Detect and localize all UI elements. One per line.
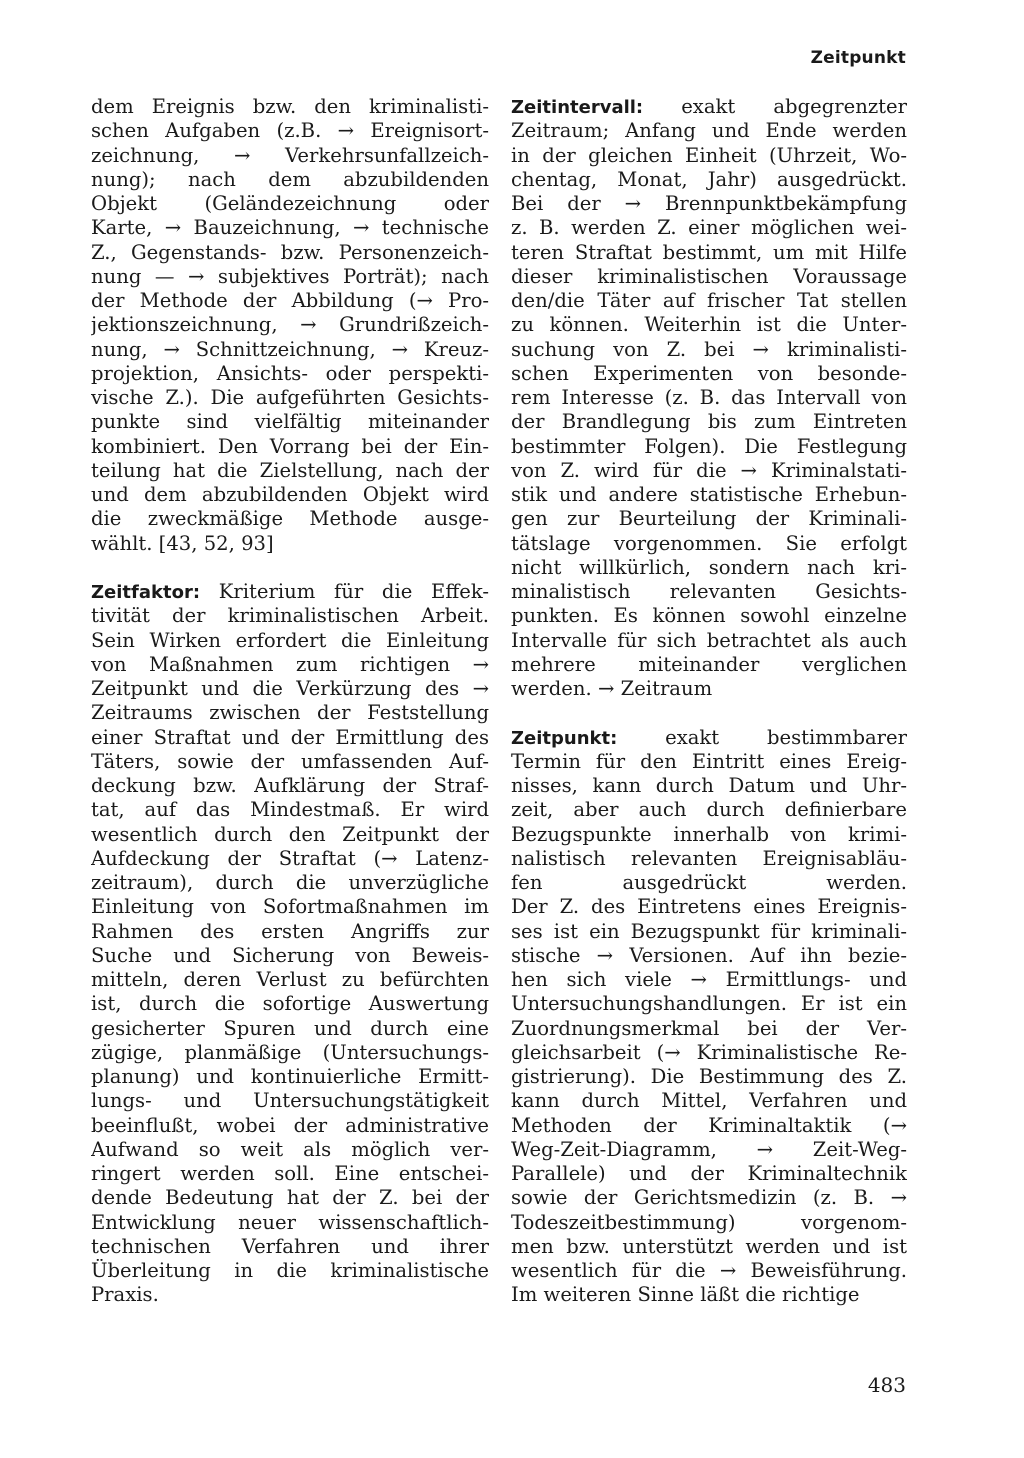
text-line: zu können. Weiterhin ist die Unter- xyxy=(511,313,907,337)
text-line: Suche und Sicherung von Beweis- xyxy=(91,943,489,967)
text-line: nung); nach dem abzubildenden xyxy=(91,167,489,191)
text-line: nisses, kann durch Datum und Uhr- xyxy=(511,774,907,797)
text-line: tätslage vorgenommen. Sie erfolgt xyxy=(511,531,907,555)
text-line: chentag, Monat, Jahr) ausgedrückt. xyxy=(511,167,907,191)
text-line: beeinflußt, wobei der administrative xyxy=(91,1113,489,1137)
text-line: schen Experimenten von besonde- xyxy=(511,361,907,385)
entry-zeitfaktor xyxy=(91,580,489,1308)
text-line: Rahmen des ersten Angriffs zur xyxy=(91,919,489,943)
text-line: ist, durch die sofortige Auswertung xyxy=(91,992,489,1016)
text-line xyxy=(511,726,907,750)
text-line: ses ist ein Bezugspunkt für kriminali- xyxy=(511,919,907,943)
text-line: Z., Gegenstands- bzw. Personenzeich- xyxy=(91,240,489,264)
text-line xyxy=(91,580,489,604)
text-line: zeitraum), durch die unverzügliche xyxy=(91,871,489,894)
text-line: dem Ereignis bzw. den kriminalisti- xyxy=(91,95,489,118)
text-line: von Maßnahmen zum richtigen → xyxy=(91,652,489,676)
text-line: ringert werden soll. Eine entschei- xyxy=(91,1162,489,1185)
text-line: rem Interesse (z. B. das Intervall von xyxy=(511,386,907,409)
text-line: Bei der → Brennpunktbekämpfung xyxy=(511,192,907,215)
text-line: kann durch Mittel, Verfahren und xyxy=(511,1089,907,1113)
text-line: Karte, → Bauzeichnung, → technische xyxy=(91,216,489,240)
right-column xyxy=(511,95,907,1308)
entry-zeitpunkt xyxy=(511,726,907,1308)
text-line: Entwicklung neuer wissenschaftlich- xyxy=(91,1210,489,1234)
text-line: fen ausgedrückt werden. xyxy=(511,871,907,894)
text-line: zeit, aber auch durch definierbare xyxy=(511,798,907,822)
text-line: bestimmter Folgen). Die Festlegung xyxy=(511,434,907,458)
text-line: vische Z.). Die aufgeführten Gesichts- xyxy=(91,386,489,409)
text-line: Praxis. xyxy=(91,1283,159,1307)
text-line: Todeszeitbestimmung) vorgenom- xyxy=(511,1210,907,1234)
left-column xyxy=(91,95,489,1308)
text-line: tat, auf das Mindestmaß. Er wird xyxy=(91,798,489,822)
text-line: teilung hat die Zielstellung, nach der xyxy=(91,458,489,482)
text-line: den/die Täter auf frischer Tat stellen xyxy=(511,289,907,312)
running-head: Zeitpunkt xyxy=(810,48,906,68)
text-line: Weg-Zeit-Diagramm, → Zeit-Weg- xyxy=(511,1137,907,1161)
line-text: Kriterium für die Effek- xyxy=(200,580,489,603)
line-text: exakt bestimmbarer xyxy=(617,725,907,749)
text-line: Zuordnungsmerkmal bei der Ver- xyxy=(511,1016,907,1040)
text-line: mitteln, deren Verlust zu befürchten xyxy=(91,968,489,991)
text-line: der Brandlegung bis zum Eintreten xyxy=(511,410,907,434)
text-line: teren Straftat bestimmt, um mit Hilfe xyxy=(511,240,907,264)
text-line: Parallele) und der Kriminaltechnik xyxy=(511,1162,907,1185)
text-line: punkte sind vielfältig miteinander xyxy=(91,410,489,434)
text-line: lungs- und Untersuchungstätigkeit xyxy=(91,1089,489,1113)
text-line: schen Aufgaben (z.B. → Ereignisort- xyxy=(91,119,489,143)
text-line: tivität der kriminalistischen Arbeit. xyxy=(91,604,489,628)
text-line: mehrere miteinander verglichen xyxy=(511,652,907,676)
text-line: nicht willkürlich, sondern nach kri- xyxy=(511,555,907,579)
entry-term: Zeitpunkt: xyxy=(511,727,618,749)
text-line: Im weiteren Sinne läßt die richtige xyxy=(511,1283,860,1307)
text-line: Aufwand so weit als möglich ver- xyxy=(91,1137,489,1161)
text-line: suchung von Z. bei → kriminalisti- xyxy=(511,337,907,361)
line-text: exakt abgegrenzter xyxy=(643,95,907,118)
text-line: gen zur Beurteilung der Kriminali- xyxy=(511,507,907,531)
text-line: der Methode der Abbildung (→ Pro- xyxy=(91,289,489,312)
text-line: minalistisch relevanten Gesichts- xyxy=(511,580,907,603)
entry-gap xyxy=(91,556,489,580)
text-line: von Z. wird für die → Kriminalstati- xyxy=(511,458,907,482)
text-line: wesentlich durch den Zeitpunkt der xyxy=(91,822,489,846)
text-line: Zeitraums zwischen der Feststellung xyxy=(91,701,489,725)
text-line: dieser kriminalistischen Voraussage xyxy=(511,264,907,288)
text-line: wählt. [43, 52, 93] xyxy=(91,531,274,555)
text-line: nung — → subjektives Porträt); nach xyxy=(91,264,489,288)
text-line: Methoden der Kriminaltaktik (→ xyxy=(511,1113,907,1137)
text-line: Überleitung in die kriminalistische xyxy=(91,1259,489,1282)
text-line: wesentlich für die → Beweisführung. xyxy=(511,1259,907,1282)
entry-gap xyxy=(511,701,907,725)
text-line: gistrierung). Die Bestimmung des Z. xyxy=(511,1065,907,1088)
text-line xyxy=(511,95,907,119)
text-line: die zweckmäßige Methode ausge- xyxy=(91,507,489,531)
text-line: nung, → Schnittzeichnung, → Kreuz- xyxy=(91,337,489,361)
text-line: planung) und kontinuierliche Ermitt- xyxy=(91,1065,489,1088)
text-line: punkten. Es können sowohl einzelne xyxy=(511,604,907,628)
text-line: Sein Wirken erfordert die Einleitung xyxy=(91,628,489,652)
text-line: stische → Versionen. Auf ihn bezie- xyxy=(511,943,907,967)
text-line: zügige, planmäßige (Untersuchungs- xyxy=(91,1040,489,1064)
text-line: werden. → Zeitraum xyxy=(511,677,713,700)
text-line: Zeitraum; Anfang und Ende werden xyxy=(511,119,907,143)
text-line: deckung bzw. Aufklärung der Straf- xyxy=(91,774,489,797)
text-line: technischen Verfahren und ihrer xyxy=(91,1234,489,1258)
text-line: nalistisch relevanten Ereignisabläu- xyxy=(511,846,907,870)
text-line: Zeitpunkt und die Verkürzung des → xyxy=(91,677,489,700)
text-line: einer Straftat und der Ermittlung des xyxy=(91,725,489,749)
text-line: Einleitung von Sofortmaßnahmen im xyxy=(91,895,489,919)
entry-continuation xyxy=(91,95,489,556)
text-line: projektion, Ansichts- oder perspekti- xyxy=(91,361,489,385)
text-line: zeichnung, → Verkehrsunfallzeich- xyxy=(91,143,489,167)
text-line: und dem abzubildenden Objekt wird xyxy=(91,483,489,506)
text-line: kombiniert. Den Vorrang bei der Ein- xyxy=(91,434,489,458)
text-line: in der gleichen Einheit (Uhrzeit, Wo- xyxy=(511,143,907,167)
text-line: stik und andere statistische Erhebun- xyxy=(511,483,907,506)
text-line: Objekt (Geländezeichnung oder xyxy=(91,192,489,215)
text-line: Intervalle für sich betrachtet als auch xyxy=(511,628,907,652)
text-line: men bzw. unterstützt werden und ist xyxy=(511,1234,907,1258)
text-line: Täters, sowie der umfassenden Auf- xyxy=(91,749,489,773)
text-line: gesicherter Spuren und durch eine xyxy=(91,1016,489,1040)
text-line: gleichsarbeit (→ Kriminalistische Re- xyxy=(511,1040,907,1064)
text-line: z. B. werden Z. einer möglichen wei- xyxy=(511,216,907,240)
text-line: dende Bedeutung hat der Z. bei der xyxy=(91,1186,489,1210)
text-line: Aufdeckung der Straftat (→ Latenz- xyxy=(91,846,489,870)
entry-zeitintervall xyxy=(511,95,907,701)
text-line: Der Z. des Eintretens eines Ereignis- xyxy=(511,895,907,919)
text-line: jektionszeichnung, → Grundrißzeich- xyxy=(91,313,489,337)
text-line: Bezugspunkte innerhalb von krimi- xyxy=(511,822,907,846)
text-line: hen sich viele → Ermittlungs- und xyxy=(511,968,907,991)
text-line: Termin für den Eintritt eines Ereig- xyxy=(511,749,907,773)
entry-term: Zeitfaktor: xyxy=(91,582,201,603)
text-line: Untersuchungshandlungen. Er ist ein xyxy=(511,992,907,1016)
entry-term: Zeitintervall: xyxy=(511,97,644,118)
text-line: sowie der Gerichtsmedizin (z. B. → xyxy=(511,1186,907,1210)
page-number: 483 xyxy=(867,1373,906,1397)
